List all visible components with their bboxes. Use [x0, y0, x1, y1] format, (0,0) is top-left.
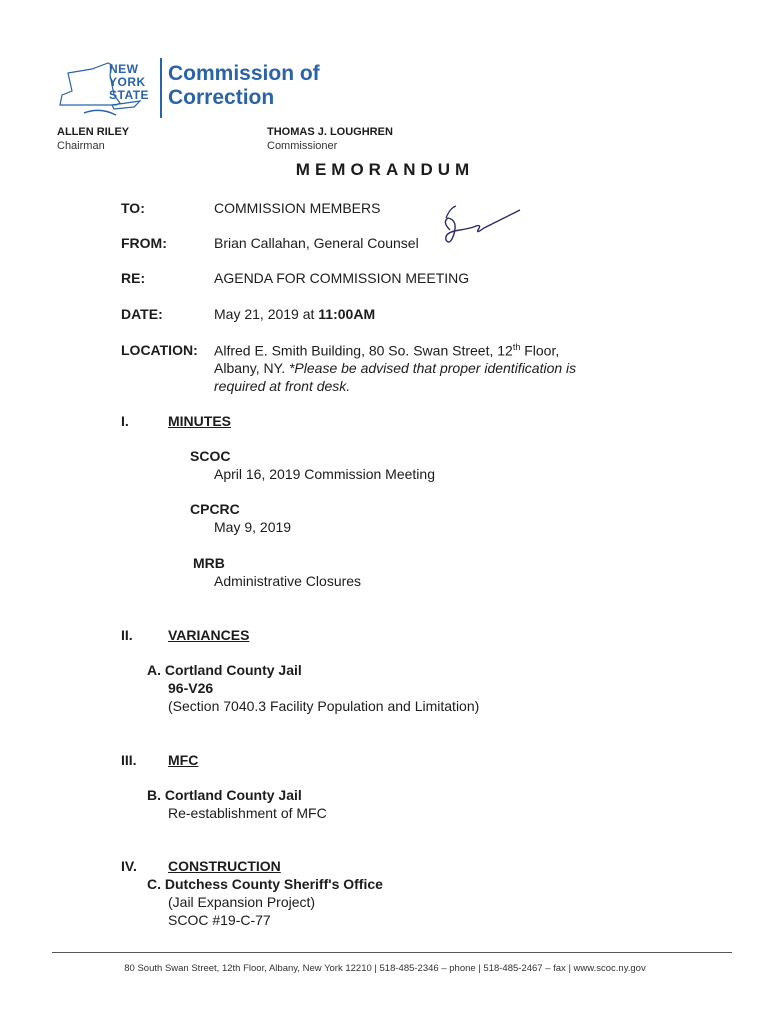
from-label: FROM:	[121, 235, 167, 251]
date-label: DATE:	[121, 306, 163, 322]
re-value: AGENDA FOR COMMISSION MEETING	[214, 270, 470, 286]
chairman-name: ALLEN RILEY	[57, 126, 130, 138]
chairman-title: Chairman	[57, 140, 105, 152]
item-c-title: C. Dutchess County Sheriff's Office	[147, 876, 383, 892]
item-a-desc: (Section 7040.3 Facility Population and Limitation)	[168, 698, 480, 714]
cpcrc-label: CPCRC	[190, 501, 240, 517]
logo-word-new: NEW	[109, 62, 139, 76]
section-1-number: I.	[121, 413, 129, 429]
section-3-number: III.	[121, 752, 137, 768]
location-line1	[214, 342, 559, 359]
commissioner-title: Commissioner	[267, 140, 338, 152]
re-label: RE:	[121, 270, 146, 286]
org-name-line1: Commission of	[168, 62, 320, 85]
scoc-item: April 16, 2019 Commission Meeting	[214, 466, 435, 482]
location-note1: *Please be advised that proper identification is	[288, 360, 577, 376]
date-time: 11:00AM	[318, 306, 376, 322]
from-value: Brian Callahan, General Counsel	[214, 235, 419, 251]
section-1-title: MINUTES	[168, 413, 231, 429]
item-a-title: A. Cortland County Jail	[147, 662, 302, 678]
section-4-title: CONSTRUCTION	[168, 858, 281, 874]
item-b-desc: Re-establishment of MFC	[168, 805, 327, 821]
scoc-label: SCOC	[190, 448, 231, 464]
section-2-number: II.	[121, 627, 133, 643]
logo-word-state: STATE	[109, 88, 150, 102]
location-city: Albany, NY.	[214, 360, 286, 376]
section-3-title: MFC	[168, 752, 199, 768]
date-value	[214, 306, 375, 322]
commissioner-name: THOMAS J. LOUGHREN	[267, 126, 393, 138]
org-name-line2: Correction	[168, 86, 275, 109]
memo-title: MEMORANDUM	[295, 160, 475, 179]
section-2-title: VARIANCES	[168, 627, 250, 643]
item-a-code: 96-V26	[168, 680, 214, 696]
item-b-title: B. Cortland County Jail	[147, 787, 302, 803]
location-sup: th	[512, 342, 521, 352]
logo-divider	[160, 58, 162, 118]
location-label: LOCATION:	[121, 342, 198, 358]
location-note2: required at front desk.	[214, 378, 351, 394]
to-label: TO:	[121, 200, 145, 216]
item-c-code: SCOC #19-C-77	[168, 912, 271, 928]
location-address: Alfred E. Smith Building, 80 So. Swan Street, 12	[214, 342, 513, 359]
to-value: COMMISSION MEMBERS	[214, 200, 381, 216]
footer-divider	[52, 952, 732, 953]
section-4-number: IV.	[121, 858, 137, 874]
cpcrc-item: May 9, 2019	[214, 519, 292, 535]
mrb-label: MRB	[193, 555, 225, 571]
date-text: May 21, 2019 at	[214, 306, 315, 322]
location-line2	[214, 360, 576, 376]
signature-initials-icon	[420, 200, 530, 256]
mrb-item: Administrative Closures	[214, 573, 362, 589]
item-c-desc: (Jail Expansion Project)	[168, 894, 316, 910]
logo-word-york: YORK	[109, 75, 146, 89]
footer-contact: 80 South Swan Street, 12th Floor, Albany, New York 12210 | 518-485-2346 – phone | 518-485-2467 – fax | www.scoc.ny.gov	[124, 963, 646, 974]
location-floor: Floor,	[520, 342, 560, 359]
